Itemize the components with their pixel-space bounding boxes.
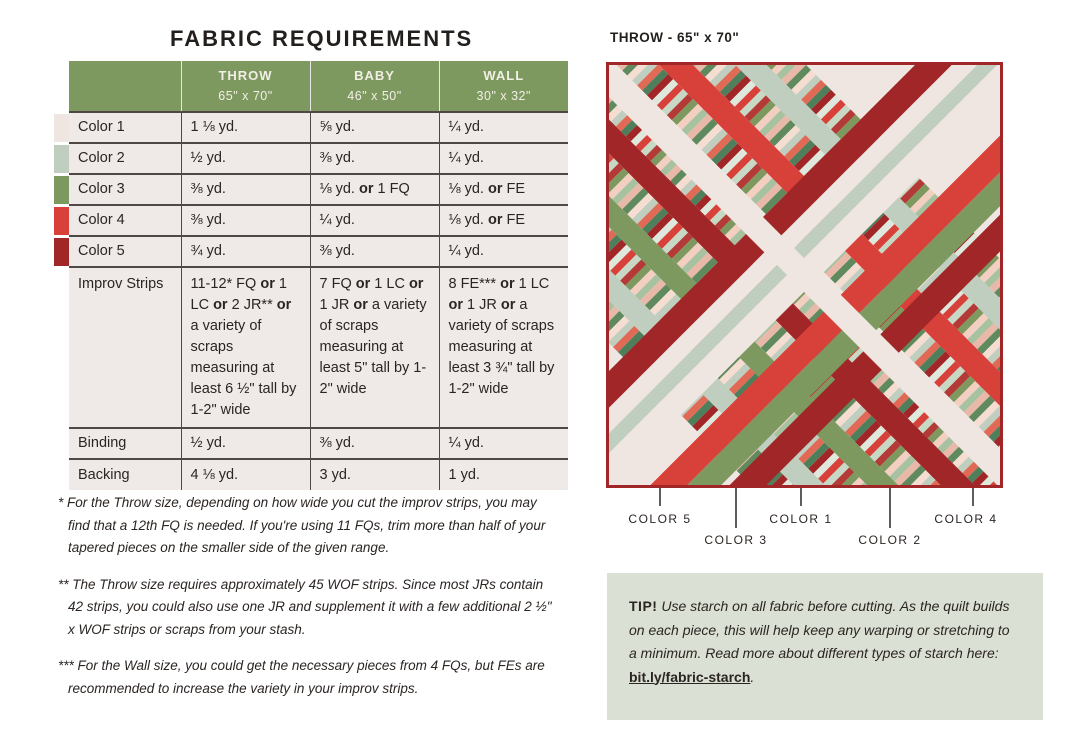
footnote-jelly-roll: ** The Throw size requires approximately 45 WOF strips. Since most JRs contain 42 strips, you could also use one JR and supplement it with a few additional 2 ½" x WOF strips or scraps from your stash. bbox=[58, 576, 552, 637]
quilt-title: THROW - 65" x 70" bbox=[610, 30, 740, 45]
swatch-chip bbox=[54, 176, 69, 204]
baby-value: ¼ yd. bbox=[310, 205, 439, 236]
callout-color1: COLOR 1 bbox=[769, 512, 833, 526]
swatch-header bbox=[54, 61, 69, 112]
wall-value: 1 yd. bbox=[439, 459, 568, 490]
footnote-throw: * For the Throw size, depending on how wide you cut the improv strips, you may find that a 12th FQ is needed. If you're using 11 FQs, trim more than half of your tapered pieces on the smaller side of the given range. bbox=[58, 495, 546, 555]
color-swatch bbox=[54, 143, 69, 174]
throw-value: ⅜ yd. bbox=[181, 205, 310, 236]
row-label: Improv Strips bbox=[69, 267, 181, 428]
swatch-chip bbox=[54, 207, 69, 235]
throw-value: 11-12* FQ or 1 LC or 2 JR** or a variety of scraps measuring at least 6 ½" tall by 1-2" wide bbox=[181, 267, 310, 428]
header-throw-size: 65" x 70" bbox=[218, 89, 273, 103]
wall-value: ¼ yd. bbox=[439, 143, 568, 174]
callout-color3: COLOR 3 bbox=[704, 533, 768, 547]
footnote-wall: *** For the Wall size, you could get the necessary pieces from 4 FQs, but FEs are recommended to increase the variety in your improv strips. bbox=[58, 658, 545, 696]
baby-value: ⅜ yd. bbox=[310, 428, 439, 459]
table-row bbox=[54, 143, 568, 174]
callout-color2: COLOR 2 bbox=[858, 533, 922, 547]
baby-value: ⅝ yd. bbox=[310, 112, 439, 143]
row-label: Color 5 bbox=[69, 236, 181, 267]
wall-value: ⅛ yd. or FE bbox=[439, 205, 568, 236]
row-label: Color 2 bbox=[69, 143, 181, 174]
header-wall-name: WALL bbox=[483, 68, 525, 83]
baby-value: ⅜ yd. bbox=[310, 236, 439, 267]
table-row bbox=[54, 428, 568, 459]
fabric-requirements-table bbox=[54, 61, 568, 490]
throw-value: ¾ yd. bbox=[181, 236, 310, 267]
label-header bbox=[69, 61, 181, 112]
callout-color5: COLOR 5 bbox=[628, 512, 692, 526]
color-swatch bbox=[54, 205, 69, 236]
header-throw bbox=[181, 61, 310, 112]
table-header-row bbox=[54, 61, 568, 112]
throw-value: ½ yd. bbox=[181, 428, 310, 459]
quilt-illustration bbox=[606, 62, 1003, 488]
starch-link[interactable]: bit.ly/fabric-starch bbox=[629, 668, 751, 685]
throw-value: ⅜ yd. bbox=[181, 174, 310, 205]
table-row bbox=[54, 174, 568, 205]
row-label: Color 4 bbox=[69, 205, 181, 236]
wall-value: ⅛ yd. or FE bbox=[439, 174, 568, 205]
swatch-chip bbox=[54, 145, 69, 173]
table-row bbox=[54, 112, 568, 143]
wall-value: 8 FE*** or 1 LC or 1 JR or a variety of scraps measuring at least 3 ¾" tall by 1-2" wide bbox=[439, 267, 568, 428]
header-wall bbox=[439, 61, 568, 112]
throw-value: ½ yd. bbox=[181, 143, 310, 174]
swatch-chip bbox=[54, 238, 69, 266]
wall-value: ¼ yd. bbox=[439, 112, 568, 143]
throw-value: 1 ⅛ yd. bbox=[181, 112, 310, 143]
callout-color4: COLOR 4 bbox=[934, 512, 998, 526]
color-swatch bbox=[54, 174, 69, 205]
throw-value: 4 ⅛ yd. bbox=[181, 459, 310, 490]
color-swatch bbox=[54, 112, 69, 143]
baby-value: 3 yd. bbox=[310, 459, 439, 490]
baby-value: ⅜ yd. bbox=[310, 143, 439, 174]
header-throw-name: THROW bbox=[218, 68, 273, 83]
color-swatch bbox=[54, 267, 69, 428]
table-row bbox=[54, 236, 568, 267]
wall-value: ¼ yd. bbox=[439, 428, 568, 459]
table-row bbox=[54, 267, 568, 428]
color-swatch bbox=[54, 428, 69, 459]
header-baby-size: 46" x 50" bbox=[347, 89, 402, 103]
row-label: Backing bbox=[69, 459, 181, 490]
tip-end: . bbox=[750, 668, 755, 685]
color-swatch bbox=[54, 459, 69, 490]
page-title: FABRIC REQUIREMENTS bbox=[170, 26, 474, 51]
row-label: Color 3 bbox=[69, 174, 181, 205]
color-swatch bbox=[54, 236, 69, 267]
baby-value: ⅛ yd. or 1 FQ bbox=[310, 174, 439, 205]
tip-label: TIP! bbox=[629, 598, 658, 614]
header-wall-size: 30" x 32" bbox=[476, 89, 531, 103]
row-label: Color 1 bbox=[69, 112, 181, 143]
callout-lines bbox=[600, 488, 1010, 533]
baby-value: 7 FQ or 1 LC or 1 JR or a variety of scraps measuring at least 5" tall by 1-2" wide bbox=[310, 267, 439, 428]
table-row bbox=[54, 205, 568, 236]
tip-text: Use starch on all fabric before cutting. As the quilt builds on each piece, this will help keep any warping or stretching to a minimum. Read more about different types of starch here: bbox=[629, 598, 1010, 661]
row-label: Binding bbox=[69, 428, 181, 459]
footnotes bbox=[58, 492, 558, 714]
header-baby bbox=[310, 61, 439, 112]
wall-value: ¼ yd. bbox=[439, 236, 568, 267]
tip-box bbox=[607, 573, 1043, 720]
swatch-chip bbox=[54, 114, 69, 142]
table-row bbox=[54, 459, 568, 490]
header-baby-name: BABY bbox=[354, 68, 395, 83]
